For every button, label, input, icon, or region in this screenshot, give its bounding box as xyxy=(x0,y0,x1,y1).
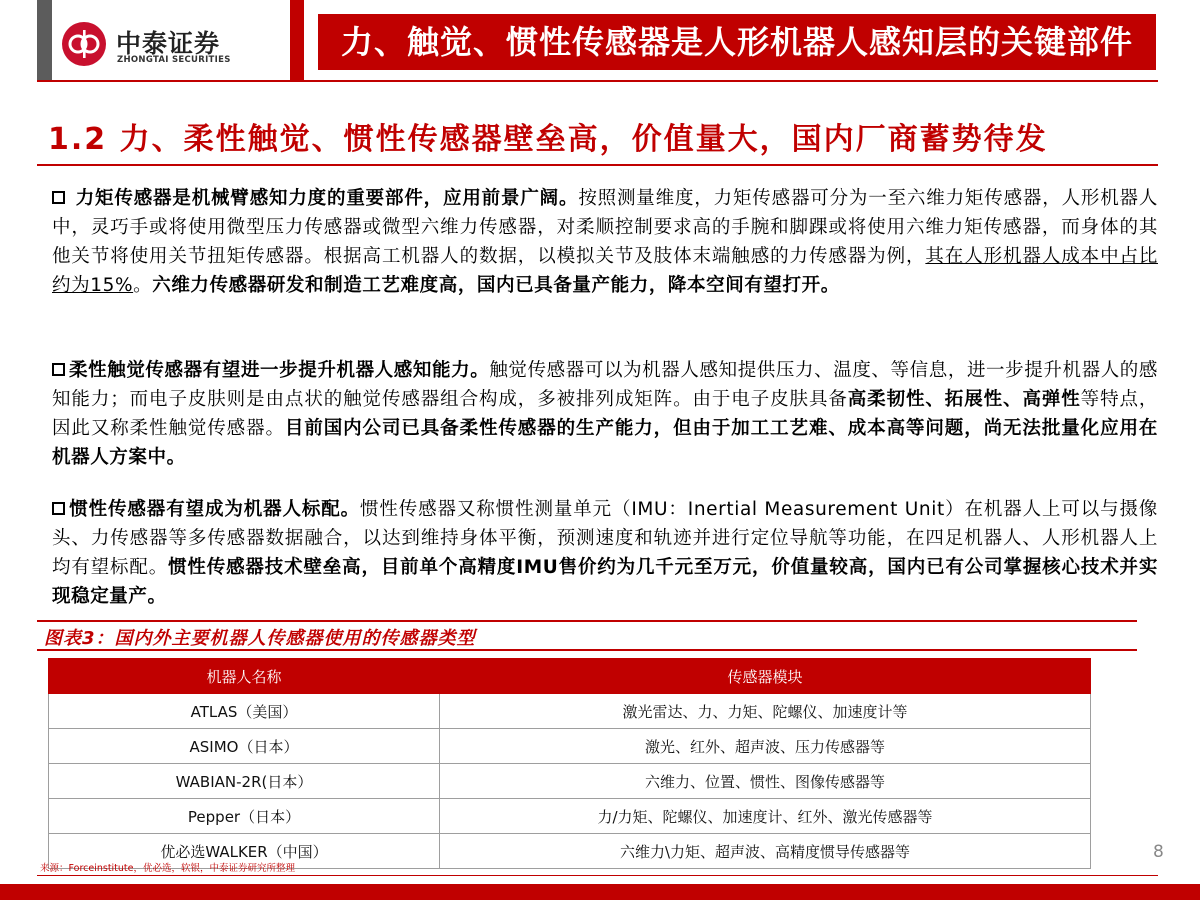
figure-title-divider xyxy=(37,649,1137,651)
paragraph-lead: 力矩传感器是机械臂感知力度的重要部件，应用前景广阔。 xyxy=(75,188,579,209)
page-number: 8 xyxy=(1153,842,1164,862)
paragraph-lead: 惯性传感器有望成为机器人标配。 xyxy=(69,499,361,520)
table-cell-sensors: 力/力矩、陀螺仪、加速度计、红外、激光传感器等 xyxy=(440,799,1091,834)
table-cell-robot: ASIMO（日本） xyxy=(49,729,440,764)
figure-title: 图表3：国内外主要机器人传感器使用的传感器类型 xyxy=(44,628,476,649)
table-cell-sensors: 激光、红外、超声波、压力传感器等 xyxy=(440,729,1091,764)
paragraph-text: 。 xyxy=(133,275,153,296)
figure-top-divider xyxy=(37,620,1137,622)
company-name-cn: 中泰证券 xyxy=(116,29,221,58)
paragraph-text: 触觉传感器可以为机器人感知提供压力、温度、等信息，进一步提升机器人的感知能力；而电子皮肤则是由点状的触觉传感器组合构成，多被排列成矩阵。由于电子皮肤具备 xyxy=(52,360,1158,410)
table-cell-sensors: 六维力\力矩、超声波、高精度惯导传感器等 xyxy=(440,834,1091,869)
table-row xyxy=(49,729,1091,764)
paragraph-conclusion: 目前国内公司已具备柔性传感器的生产能力，但由于加工工艺难、成本高等问题，尚无法批量化应用在机器人方案中。 xyxy=(52,418,1158,468)
bullet-square-icon xyxy=(52,502,65,515)
table-header-robot-name: 机器人名称 xyxy=(49,659,440,694)
paragraph-conclusion: 惯性传感器技术壁垒高，目前单个高精度IMU售价约为几千元至万元，价值量较高，国内已有公司掌握核心技术并实现稳定量产。 xyxy=(52,557,1158,607)
section-subtitle: 1.2 力、柔性触觉、惯性传感器壁垒高，价值量大，国内厂商蓄势待发 xyxy=(48,122,1048,157)
table-header-sensor-module: 传感器模块 xyxy=(440,659,1091,694)
paragraph-conclusion: 六维力传感器研发和制造工艺难度高，国内已具备量产能力，降本空间有望打开。 xyxy=(152,275,840,296)
company-name-en: ZHONGTAI SECURITIES xyxy=(117,55,231,65)
paragraph-torque-sensor xyxy=(52,184,1158,300)
source-note: 来源：Forceinstitute，优必选，软银，中泰证券研究所整理 xyxy=(40,863,295,874)
table-cell-robot: 优必选WALKER（中国） xyxy=(49,834,440,869)
footer-band xyxy=(0,884,1200,900)
logo-mark xyxy=(62,22,106,66)
paragraph-inertial-sensor xyxy=(52,495,1158,611)
bullet-square-icon xyxy=(52,363,65,376)
company-logo xyxy=(62,20,262,70)
paragraph-tactile-sensor xyxy=(52,356,1158,472)
table-row xyxy=(49,694,1091,729)
page-title: 力、触觉、惯性传感器是人形机器人感知层的关键部件 xyxy=(318,14,1156,70)
paragraph-highlight: 高柔韧性、拓展性、高弹性 xyxy=(847,389,1081,410)
table-cell-robot: WABIAN-2R(日本） xyxy=(49,764,440,799)
header-red-bar xyxy=(290,0,304,80)
table-cell-robot: ATLAS（美国） xyxy=(49,694,440,729)
paragraph-underlined: 其在人形机器人成本中占比约为15% xyxy=(52,246,1158,296)
paragraph-lead: 柔性触觉传感器有望进一步提升机器人感知能力。 xyxy=(69,360,490,381)
subtitle-divider xyxy=(37,164,1158,166)
paragraph-text: 惯性传感器又称惯性测量单元（IMU：Inertial Measurement Unit）在机器人上可以与摄像头、力传感器等多传感器数据融合，以达到维持身体平衡，预测速度和轨迹并进行定位导航等功能，在四足机器人、人形机器人上均有望标配。 xyxy=(52,499,1158,578)
zhongtai-logo-icon xyxy=(62,22,106,66)
table-row xyxy=(49,799,1091,834)
table-header-row xyxy=(49,659,1091,694)
header-left-bar xyxy=(37,0,52,80)
paragraph-text: 按照测量维度，力矩传感器可分为一至六维力矩传感器，人形机器人中，灵巧手或将使用微型压力传感器或微型六维力传感器，对柔顺控制要求高的手腕和脚踝或将使用六维力矩传感器，而身体的其他关节将使用关节扭矩传感器。根据高工机器人的数据，以模拟关节及肢体末端触感的力传感器为例， xyxy=(52,188,1158,267)
header-divider xyxy=(37,80,1158,82)
table-cell-robot: Pepper（日本） xyxy=(49,799,440,834)
bullet-square-icon xyxy=(52,191,65,204)
sensor-table xyxy=(48,658,1091,869)
table-row xyxy=(49,764,1091,799)
table-cell-sensors: 激光雷达、力、力矩、陀螺仪、加速度计等 xyxy=(440,694,1091,729)
paragraph-text: 等特点，因此又称柔性触觉传感器。 xyxy=(52,389,1158,439)
footer-divider xyxy=(37,875,1158,876)
table-cell-sensors: 六维力、位置、惯性、图像传感器等 xyxy=(440,764,1091,799)
